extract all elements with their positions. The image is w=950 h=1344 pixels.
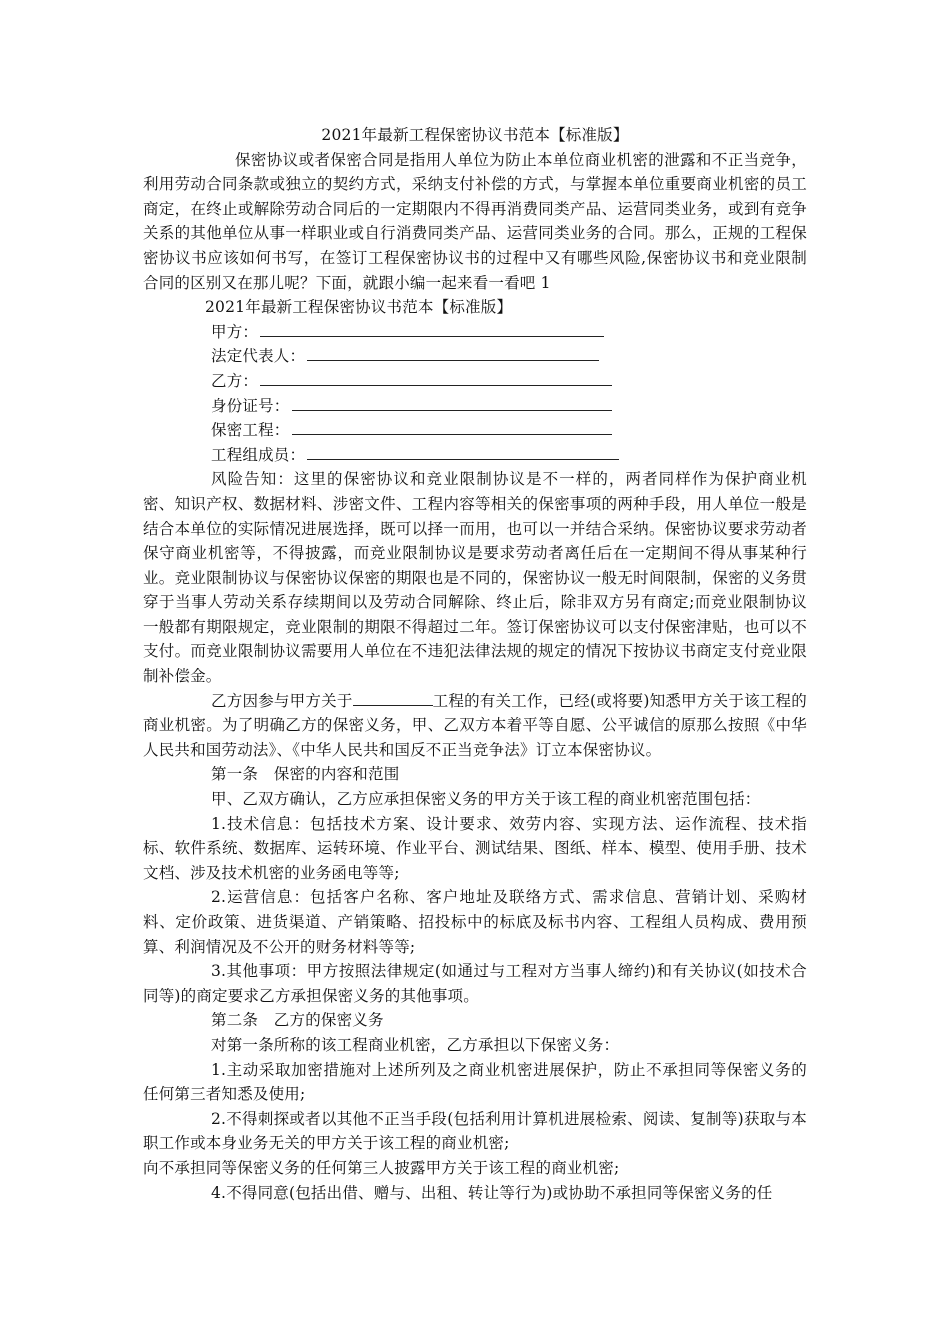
article-1-item-1: 1.技术信息：包括技术方案、设计要求、效劳内容、实现方法、运作流程、技术指标、软件系统、数据库、运转环境、作业平台、测试结果、图纸、样本、模型、使用手册、技术文档、涉及技术机密的业务函电等等; bbox=[143, 814, 807, 882]
article-2-title: 第二条 乙方的保密义务 bbox=[211, 1011, 384, 1030]
article-2-item-1: 1.主动采取加密措施对上述所列及之商业机密进展保护，防止不承担同等保密义务的任何第三者知悉及使用; bbox=[143, 1060, 807, 1104]
article-1-item-3: 3.其他事项：甲方按照法律规定(如通过与工程对方当事人缔约)和有关协议(如技术合同等)的商定要求乙方承担保密义务的其他事项。 bbox=[143, 962, 807, 1005]
field-label: 工程组成员： bbox=[211, 445, 306, 464]
blank-line bbox=[292, 409, 612, 411]
risk-notice-paragraph: 风险告知：这里的保密协议和竞业限制协议是不一样的，两者同样作为保护商业机密、知识产权、数据材料、涉密文件、工程内容等相关的保密事项的两种手段，用人单位一般是结合本单位的实际情况进展选择，既可以择一而用，也可以一并结合采纳。保密协议要求劳动者保守商业机密等，不得披露，而竞业限制协议是要求劳动者离任后在一定期间不得从事某种行业。竞业限制协议与保密协议保密的期限也是不同的，保密协议一般无时间限制，保密的义务贯穿于当事人劳动关系存续期间以及劳动合同解除、终止后，除非双方另有商定;而竞业限制协议一般都有期限规定，竞业限制的期限不得超过二年。签订保密协议可以支付保密津贴，也可以不支付。而竞业限制协议需要用人单位在不违犯法律法规的规定的情况下按协议书商定支付竞业限制补偿金。 bbox=[143, 470, 807, 686]
intro-paragraph: 保密协议或者保密合同是指用人单位为防止本单位商业机密的泄露和不正当竞争，利用劳动合同条款或独立的契约方式，采纳支付补偿的方式，与掌握本单位重要商业机密的员工商定，在终止或解除劳动合同后的一定期限内不得再消费同类产品、运营同类业务，或到有竞争关系的其他单位从事一样职业或自行消费同类产品、运营同类业务的合同。那么，正规的工程保密协议书应该如何书写，在签订工程保密协议书的过程中又有哪些风险,保密协议书和竞业限制合同的区别又在那儿呢？下面，就跟小编一起来看一看吧 1 bbox=[143, 150, 807, 292]
field-team-members bbox=[143, 443, 807, 468]
blank-line bbox=[307, 359, 599, 361]
field-label: 身份证号： bbox=[211, 396, 290, 415]
field-party-b bbox=[143, 369, 807, 394]
project-name-blank bbox=[353, 691, 433, 706]
field-id-number bbox=[143, 394, 807, 419]
article-2-item-4: 4.不得同意(包括出借、赠与、出租、转让等行为)或协助不承担同等保密义务的任 bbox=[211, 1183, 773, 1202]
blank-line bbox=[307, 458, 619, 460]
field-label: 甲方： bbox=[211, 322, 259, 341]
article-2-item-2: 2.不得刺探或者以其他不正当手段(包括利用计算机进展检索、阅读、复制等)获取与本职工作或本身业务无关的甲方关于该工程的商业机密; bbox=[143, 1109, 807, 1153]
blank-line bbox=[292, 433, 612, 435]
purpose-text-a: 乙方因参与甲方关于 bbox=[211, 691, 353, 710]
document-title: 2021年最新工程保密协议书范本【标准版】 bbox=[321, 126, 629, 144]
article-1-title: 第一条 保密的内容和范围 bbox=[211, 765, 400, 784]
field-label: 法定代表人： bbox=[211, 347, 306, 366]
field-legal-rep bbox=[143, 344, 807, 369]
article-1-intro: 甲、乙双方确认，乙方应承担保密义务的甲方关于该工程的商业机密范围包括： bbox=[211, 790, 761, 809]
article-2-item-3: 向不承担同等保密义务的任何第三人披露甲方关于该工程的商业机密; bbox=[143, 1158, 620, 1177]
purpose-text-b: 工程的有关工作，已经(或将要)知悉甲方关于该工程的商业机密。为了明确乙方的保密义务，甲、乙双方本着平等自愿、公平诚信的原那么按照《中华人民共和国劳动法》、《中华人民共和国反不正当竞争法》订立本保密协议。 bbox=[143, 691, 807, 759]
field-label: 乙方： bbox=[211, 371, 259, 390]
document-subtitle: 2021年最新工程保密协议书范本【标准版】 bbox=[205, 298, 513, 317]
purpose-paragraph bbox=[143, 689, 807, 763]
article-2-intro: 对第一条所称的该工程商业机密，乙方承担以下保密义务： bbox=[211, 1035, 620, 1054]
article-1-item-2: 2.运营信息：包括客户名称、客户地址及联络方式、需求信息、营销计划、采购材料、定价政策、进货渠道、产销策略、招投标中的标底及标书内容、工程组人员构成、费用预算、利润情况及不公开的财务材料等等; bbox=[143, 888, 807, 956]
blank-line bbox=[260, 335, 604, 337]
field-project bbox=[143, 418, 807, 443]
field-label: 保密工程： bbox=[211, 421, 290, 440]
field-party-a bbox=[143, 320, 807, 345]
document-body bbox=[143, 123, 807, 1205]
blank-line bbox=[260, 384, 612, 386]
